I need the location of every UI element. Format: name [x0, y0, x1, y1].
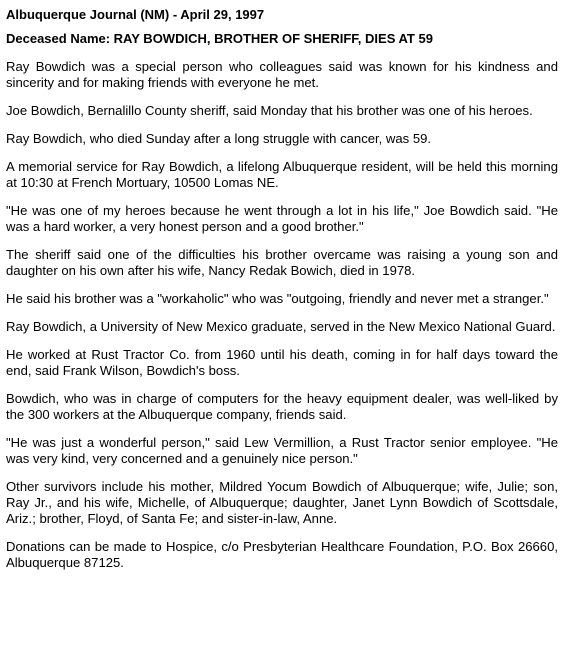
paragraph-8: Ray Bowdich, a University of New Mexico graduate, served in the New Mexico National Guard. [6, 319, 556, 334]
paragraph-12: Other survivors include his mother, Mildred Yocum Bowdich of Albuquerque; wife, Julie; son, Ray Jr., and his wife, Michelle, of Albuquerque; daughter, Janet Lynn Bowdich of Scottsdale, Ariz.; brother, Floyd, of Santa Fe; and sister-in-law, Anne. [6, 479, 558, 526]
paragraph-11: "He was just a wonderful person," said Lew Vermillion, a Rust Tractor senior employee. "He was very kind, very concerned and a genuinely nice person." [6, 435, 558, 466]
source-heading: Albuquerque Journal (NM) - April 29, 1997 [6, 7, 265, 22]
deceased-heading: Deceased Name: RAY BOWDICH, BROTHER OF SHERIFF, DIES AT 59 [6, 31, 433, 46]
paragraph-3: Ray Bowdich, who died Sunday after a long struggle with cancer, was 59. [6, 131, 432, 146]
article-body [6, 59, 558, 571]
paragraph-13: Donations can be made to Hospice, c/o Presbyterian Healthcare Foundation, P.O. Box 26660, Albuquerque 87125. [6, 539, 558, 570]
paragraph-4: A memorial service for Ray Bowdich, a lifelong Albuquerque resident, will be held this morning at 10:30 at French Mortuary, 10500 Lomas NE. [6, 159, 558, 190]
paragraph-6: The sheriff said one of the difficulties his brother overcame was raising a young son and daughter on his own after his wife, Nancy Redak Bowich, died in 1978. [6, 247, 558, 278]
paragraph-5: "He was one of my heroes because he went through a lot in his life," Joe Bowdich said. "He was a hard worker, a very honest person and a good brother." [6, 203, 558, 234]
paragraph-9: He worked at Rust Tractor Co. from 1960 until his death, coming in for half days toward the end, said Frank Wilson, Bowdich's boss. [6, 347, 558, 378]
obituary-article [6, 7, 558, 583]
paragraph-7: He said his brother was a "workaholic" who was "outgoing, friendly and never met a stranger." [6, 291, 549, 306]
paragraph-2: Joe Bowdich, Bernalillo County sheriff, said Monday that his brother was one of his heroes. [6, 103, 533, 118]
paragraph-10: Bowdich, who was in charge of computers for the heavy equipment dealer, was well-liked by the 300 workers at the Albuquerque company, friends said. [6, 391, 558, 422]
paragraph-1: Ray Bowdich was a special person who colleagues said was known for his kindness and sincerity and for making friends with everyone he met. [6, 59, 558, 90]
